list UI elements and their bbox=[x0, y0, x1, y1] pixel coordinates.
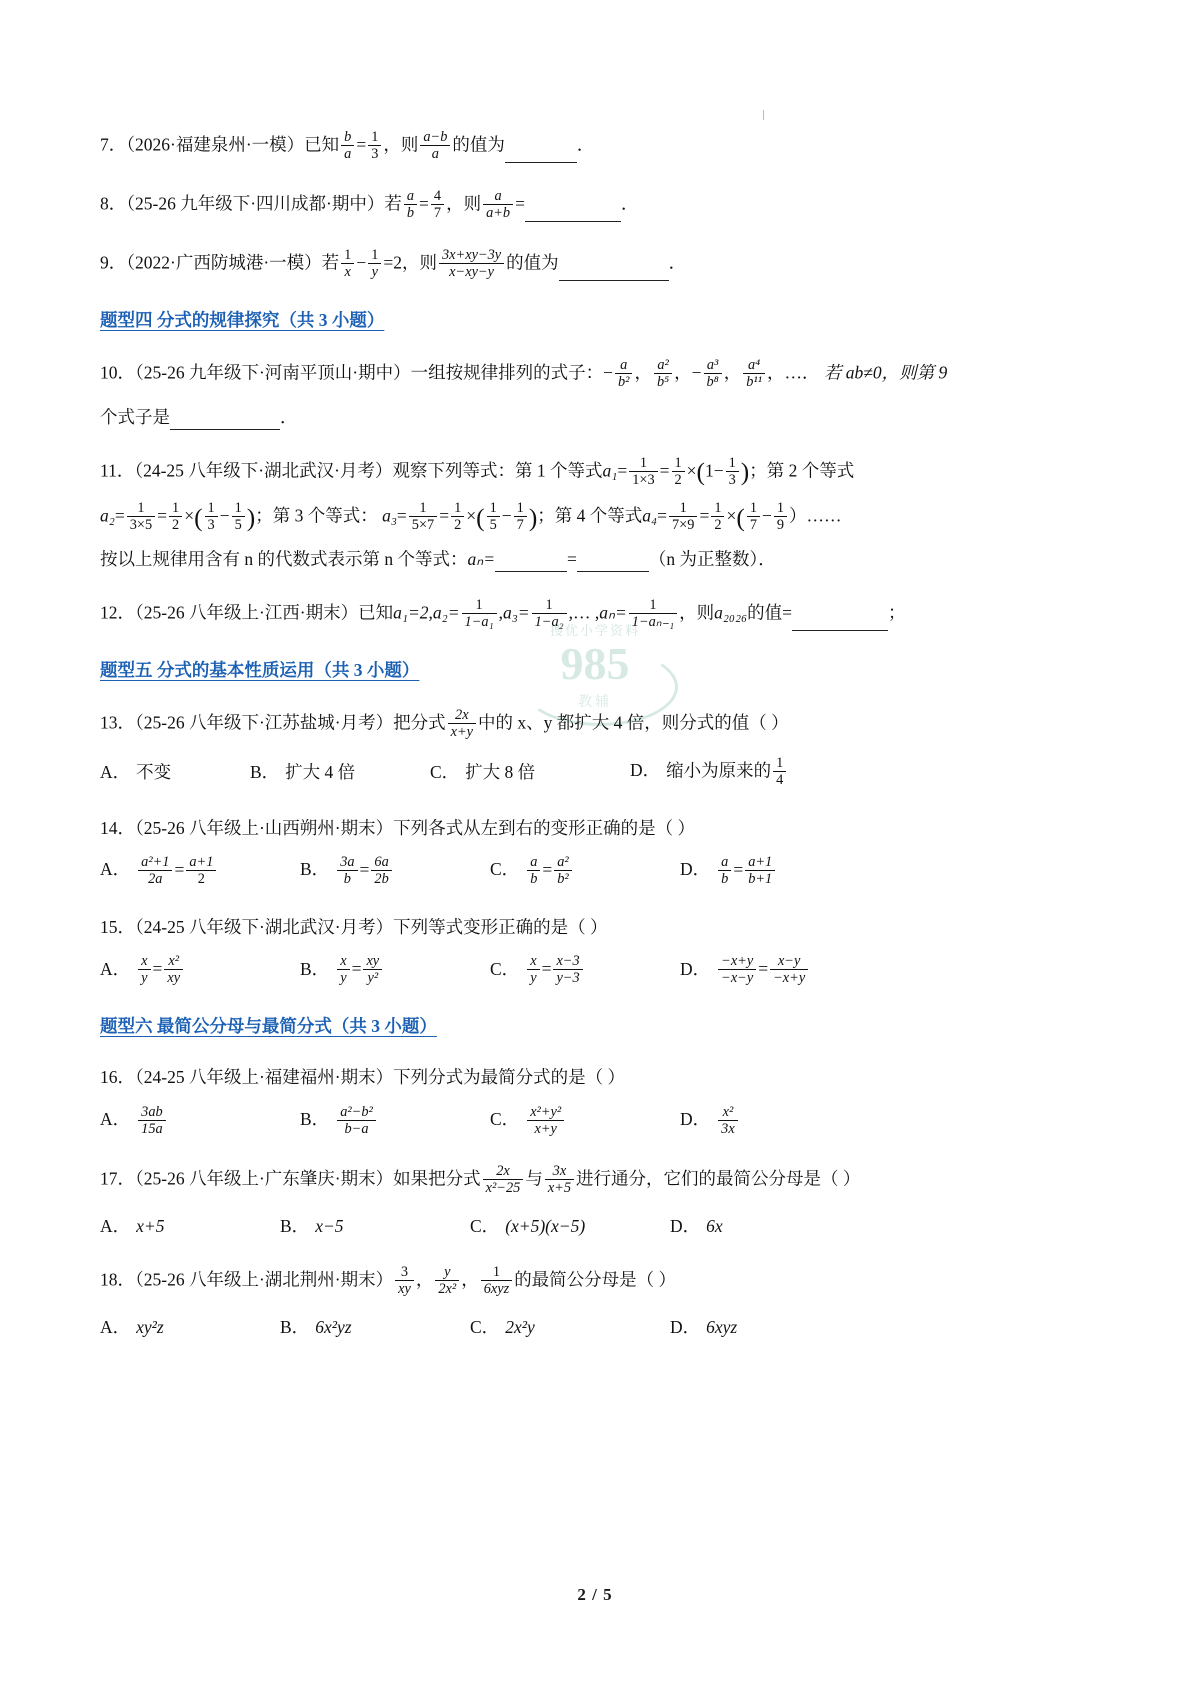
q12-a2026: a₂₀₂₆ bbox=[714, 602, 748, 623]
q14-option-d[interactable]: D． $\frac{a}{b}$ = $\frac{a+1}{b+1}$ bbox=[680, 855, 777, 888]
q18-number: 18． bbox=[100, 1269, 135, 1290]
q12-source: （25-26 八年级上·江西·期末） bbox=[135, 602, 359, 623]
question-16 bbox=[100, 1064, 1090, 1137]
q16-stem-line bbox=[100, 1064, 1090, 1090]
q11-a2-fraction-3: $\frac{1}{3}$ bbox=[205, 500, 218, 533]
question-13 bbox=[100, 708, 1090, 788]
watermark-top-text: 搜优小学资料 bbox=[549, 623, 640, 638]
q7-stem: 已知 bbox=[304, 134, 340, 155]
q11-stem: 观察下列等式：第 1 个等式 bbox=[392, 460, 603, 481]
q9-number: 9． bbox=[100, 252, 127, 273]
q9-fraction-2: $\frac{1}{y}$ bbox=[368, 247, 381, 280]
q12-answer-blank[interactable] bbox=[792, 630, 888, 631]
q11-a1-fraction-2: $\frac{1}{2}$ bbox=[672, 455, 685, 488]
q17-fraction-1: $\frac{2x}{\text{x²−25}}$ bbox=[483, 1163, 524, 1196]
q11-line-2 bbox=[100, 501, 1090, 534]
q11-a1-eq: = bbox=[617, 460, 628, 481]
section-heading-type-4: 题型四 分式的规律探究（共 3 小题） bbox=[100, 310, 385, 331]
q8-source: （25-26 九年级下·四川成都·期中） bbox=[126, 193, 385, 214]
q11-a4-paren-open: ( bbox=[736, 503, 745, 532]
q13-option-d-fraction: $\frac{1}{4}$ bbox=[773, 755, 786, 788]
q13-stem-b: 中的 x、y 都扩大 4 倍，则分式的值（ ） bbox=[478, 712, 789, 733]
q13-option-d[interactable]: D． 缩小为原来的 $\frac{1}{4}$ bbox=[630, 756, 788, 789]
q10-condition: 若 ab≠0，则第 9 bbox=[823, 362, 948, 383]
q9-minus: − bbox=[356, 252, 367, 273]
q11-a3-tail: ；第 4 个等式 bbox=[537, 505, 643, 526]
q17-source: （25-26 八年级上·广东肇庆·期末） bbox=[135, 1168, 394, 1189]
q9-source: （2022·广西防城港·一模） bbox=[126, 252, 322, 273]
q16-stem: 下列分式为最简分式的是（ ） bbox=[393, 1067, 625, 1088]
q11-a2-fraction-2: $\frac{1}{2}$ bbox=[169, 500, 182, 533]
q15-option-b[interactable]: B． $\frac{x}{y}$ = $\frac{xy}{\text{y²}}$ bbox=[300, 954, 490, 987]
q18-options bbox=[100, 1312, 1090, 1340]
q18-comma-2: ， bbox=[461, 1269, 479, 1290]
question-15 bbox=[100, 914, 1090, 987]
q7-fraction-2: $\frac{1}{3}$ bbox=[368, 129, 381, 162]
q11-a4-fraction-3: $\frac{1}{7}$ bbox=[747, 500, 760, 533]
q7-answer-blank[interactable] bbox=[505, 162, 577, 163]
q13-stem-line bbox=[100, 708, 1090, 741]
q14-stem: 下列各式从左到右的变形正确的是（ ） bbox=[393, 817, 695, 838]
q10-line-2 bbox=[100, 404, 1090, 430]
q17-mid: 与 bbox=[525, 1168, 543, 1189]
q18-comma-1: ， bbox=[415, 1269, 434, 1290]
q10-period: ． bbox=[280, 406, 298, 427]
q11-line3-eq: = bbox=[567, 549, 577, 569]
q11-a1-times: × bbox=[686, 460, 697, 481]
section-heading-type-6: 题型六 最简公分母与最简分式（共 3 小题） bbox=[100, 1016, 437, 1037]
q15-number: 15． bbox=[100, 917, 135, 937]
q8-fraction-1: $\frac{a}{b}$ bbox=[404, 188, 417, 221]
q11-a3-eq2: = bbox=[439, 505, 450, 526]
q11-a4-minus: − bbox=[761, 505, 772, 526]
q12-fraction-3: $\frac{1}{\text{1−aₙ₋₁}}$ bbox=[629, 597, 677, 630]
watermark-big-text: 985 bbox=[560, 638, 630, 689]
q10-ellipsis: ，…． bbox=[766, 362, 820, 383]
q8-stem: 若 bbox=[384, 193, 402, 214]
q11-a3-fraction-3: $\frac{1}{5}$ bbox=[487, 500, 500, 533]
q16-option-d[interactable]: D． $\frac{\text{x²}}{3x}$ bbox=[680, 1105, 740, 1138]
q7-equals-1: = bbox=[356, 134, 367, 155]
q10-source: （25-26 九年级下·河南平顶山·期中） bbox=[135, 362, 411, 383]
q10-number: 10． bbox=[100, 362, 135, 383]
q17-fraction-2: $\frac{3x}{x+5}$ bbox=[545, 1163, 574, 1196]
page-footer: 2 / 5 bbox=[577, 1585, 613, 1604]
q11-a1-paren-close: ) bbox=[740, 458, 750, 487]
q10-answer-blank[interactable] bbox=[170, 429, 280, 430]
q7-mid: ，则 bbox=[383, 134, 419, 155]
q11-a1-paren-open: ( bbox=[696, 458, 705, 487]
q11-a1-fraction-1: $\frac{1}{1\times 3}$ bbox=[629, 455, 657, 488]
q18-fraction-1: $\frac{3}{xy}$ bbox=[395, 1264, 414, 1297]
q13-option-a[interactable]: A． 不变 bbox=[100, 761, 172, 782]
q11-a4-eq2: = bbox=[699, 505, 710, 526]
q11-a3-paren-open: ( bbox=[476, 503, 485, 532]
q11-a2-fraction-4: $\frac{1}{5}$ bbox=[232, 500, 245, 533]
q17-number: 17． bbox=[100, 1168, 135, 1189]
q11-a1-tail: ；第 2 个等式 bbox=[749, 460, 855, 481]
q10-term-4: $\frac{\text{a⁴}}{\text{b¹¹}}$ bbox=[743, 357, 765, 390]
q11-a4-fraction-2: $\frac{1}{2}$ bbox=[711, 500, 724, 533]
q12-number: 12． bbox=[100, 602, 135, 623]
q13-option-b[interactable]: B． 扩大 4 倍 bbox=[250, 761, 356, 782]
q11-a2-paren-close: ) bbox=[246, 503, 256, 532]
q9-fraction-1: $\frac{1}{x}$ bbox=[341, 247, 354, 280]
q10-term1-sign: − bbox=[603, 362, 613, 383]
q12-tail: 的值= bbox=[747, 602, 793, 623]
question-8: 8．（25-26 九年级下·四川成都·期中）若 $\frac{a}{b}$ = $\frac{4}{7}$ ，则 $\frac{a}{a+b}$ = ． bbox=[100, 188, 639, 222]
question-9: 9．（2022·广西防城港·一模）若 $\frac{1}{x}$ − $\frac{1}{y}$ =2，则 $\frac{3x+xy-3y}{x-xy-y}$ 的值为 ． bbox=[100, 247, 687, 281]
q8-mid: ，则 bbox=[446, 193, 482, 214]
q11-a4-times: × bbox=[726, 505, 737, 526]
q13-source: （25-26 八年级下·江苏盐城·月考） bbox=[135, 712, 394, 733]
q18-stem-b: 的最简公分母是（ ） bbox=[514, 1269, 677, 1290]
q16-source: （24-25 八年级上·福建福州·期末） bbox=[135, 1067, 394, 1088]
q9-fraction-3: $\frac{3x+xy-3y}{x-xy-y}$ bbox=[439, 247, 504, 280]
q13-options bbox=[100, 756, 1090, 789]
q15-option-a[interactable]: A． $\frac{x}{y}$ = $\frac{\text{x²}}{xy}$ bbox=[100, 954, 300, 987]
q16-number: 16． bbox=[100, 1067, 135, 1088]
q14-option-a[interactable]: A． $\frac{\text{a²+1}}{2a}$ = $\frac{a+1}{2}$ bbox=[100, 855, 300, 888]
q12-stem: 已知 bbox=[358, 602, 394, 623]
q11-a1-eq2: = bbox=[659, 460, 670, 481]
q11-a4-tail: ）…… bbox=[789, 505, 842, 526]
page-tick-mark bbox=[763, 110, 764, 120]
q16-options bbox=[100, 1105, 1090, 1138]
q11-a3-fraction-2: $\frac{1}{2}$ bbox=[451, 500, 464, 533]
q8-fraction-3: $\frac{a}{a+b}$ bbox=[483, 188, 513, 221]
q17-option-c[interactable]: C． (x+5)(x−5) bbox=[470, 1215, 586, 1236]
q17-option-d[interactable]: D． 6x bbox=[670, 1215, 723, 1236]
q13-stem-a: 把分式 bbox=[393, 712, 446, 733]
section-heading-type-5: 题型五 分式的基本性质运用（共 3 小题） bbox=[100, 660, 420, 681]
q9-stem: 若 bbox=[321, 252, 340, 273]
q13-number: 13． bbox=[100, 712, 135, 733]
q14-option-b[interactable]: B． $\frac{3a}{b}$ = $\frac{6a}{2b}$ bbox=[300, 855, 490, 888]
q17-stem-a: 如果把分式 bbox=[393, 1168, 481, 1189]
q16-option-b[interactable]: B． $\frac{\text{a²−b²}}{b-a}$ bbox=[300, 1105, 490, 1138]
q11-a2-times: × bbox=[184, 505, 195, 526]
q9-tail: 的值为 bbox=[506, 252, 559, 273]
q17-option-a[interactable]: A． x+5 bbox=[100, 1215, 165, 1236]
q12-a1: a₁=2, bbox=[393, 602, 433, 623]
q12-semicolon: ； bbox=[888, 602, 906, 623]
q11-answer-blank-1[interactable] bbox=[495, 571, 567, 572]
q7-fraction-3: $\frac{a-b}{a}$ bbox=[420, 129, 450, 162]
q13-fraction: $\frac{2x}{x+y}$ bbox=[448, 707, 476, 740]
question-12 bbox=[100, 598, 1090, 631]
q17-stem-line bbox=[100, 1164, 1090, 1197]
q11-a2-minus: − bbox=[219, 505, 230, 526]
q12-fraction-1: $\frac{1}{\text{1−a₁}}$ bbox=[462, 597, 497, 630]
q10-term3-sign: − bbox=[691, 362, 702, 383]
q18-option-d[interactable]: D． 6xyz bbox=[670, 1316, 738, 1337]
q11-a1-fraction-3: $\frac{1}{3}$ bbox=[726, 455, 739, 488]
q11-a2-tail: ；第 3 个等式： bbox=[255, 505, 378, 526]
q15-stem-line bbox=[100, 914, 1090, 940]
q11-a4-label: a₄ bbox=[642, 505, 658, 526]
q8-equals-1: = bbox=[419, 193, 429, 214]
q18-option-b[interactable]: B． 6x²yz bbox=[280, 1316, 352, 1337]
q7-source: （2026·福建泉州·一模） bbox=[126, 134, 305, 155]
q12-a3: a₃= bbox=[502, 602, 530, 623]
q12-an: aₙ= bbox=[599, 602, 627, 623]
q10-line-1: 10．（25-26 九年级下·河南平顶山·期中）一组按规律排列的式子：− $\frac{a}{\text{b²}}$ ， $\frac{\text{a²}}{\text{b⁵}}$ ，− $\frac{\text{a³}}{\text{b⁸}}$ ， $\frac{\text{a⁴}}{\text{b¹¹}}$ ，…． 若 ab≠0，则第 9 bbox=[100, 357, 948, 391]
q18-stem-line bbox=[100, 1265, 1090, 1298]
q11-a3-paren-close: ) bbox=[528, 503, 538, 532]
q11-an-label: aₙ= bbox=[467, 549, 496, 569]
q11-line-1 bbox=[100, 456, 1090, 489]
q16-option-c[interactable]: C． $\frac{\text{x²+y²}}{x+y}$ bbox=[490, 1105, 680, 1138]
q11-a2-eq: = bbox=[114, 505, 125, 526]
q8-answer-blank[interactable] bbox=[525, 221, 621, 222]
q17-stem-b: 进行通分，它们的最简公分母是（ ） bbox=[576, 1168, 861, 1189]
q11-a3-eq: = bbox=[396, 505, 407, 526]
q17-option-b[interactable]: B． x−5 bbox=[280, 1215, 344, 1236]
q10-term-3: $\frac{\text{a³}}{\text{b⁸}}$ bbox=[704, 357, 722, 390]
q12-dots: ,… , bbox=[568, 602, 600, 623]
question-11 bbox=[100, 456, 1090, 573]
q11-a4-fraction-1: $\frac{1}{7\times 9}$ bbox=[669, 500, 697, 533]
q11-a4-fraction-4: $\frac{1}{9}$ bbox=[774, 500, 787, 533]
question-18 bbox=[100, 1265, 1090, 1340]
q7-fraction-1: $\frac{b}{a}$ bbox=[341, 129, 354, 162]
question-7: 7．（2026·福建泉州·一模）已知 $\frac{b}{a}$ = $\frac{1}{3}$ ，则 $\frac{a-b}{a}$ 的值为 ． bbox=[100, 129, 595, 163]
q11-a1-inner-left: 1− bbox=[705, 460, 724, 481]
question-10 bbox=[100, 358, 1090, 429]
q14-source: （25-26 八年级上·山西朔州·期末） bbox=[135, 817, 394, 838]
q15-source: （24-25 八年级下·湖北武汉·月考） bbox=[135, 917, 394, 937]
q18-fraction-2: $\frac{y}{\text{2x²}}$ bbox=[435, 1264, 459, 1297]
q10-term-2: $\frac{\text{a²}}{\text{b⁵}}$ bbox=[654, 357, 672, 390]
q9-equals: =2，则 bbox=[383, 252, 437, 273]
q15-option-d[interactable]: D． $\frac{-x+y}{-x-y}$ = $\frac{x-y}{-x+y}$ bbox=[680, 954, 810, 987]
q17-options bbox=[100, 1211, 1090, 1239]
q11-a3-fraction-1: $\frac{1}{5\times 7}$ bbox=[409, 500, 437, 533]
q13-option-c[interactable]: C． 扩大 8 倍 bbox=[430, 761, 536, 782]
q11-line3-text: 按以上规律用含有 n 的代数式表示第 n 个等式： bbox=[100, 549, 468, 569]
q11-a1-label: a₁ bbox=[602, 460, 618, 481]
q11-source: （24-25 八年级下·湖北武汉·月考） bbox=[134, 460, 393, 481]
q7-tail: 的值为 bbox=[452, 134, 505, 155]
q15-stem: 下列等式变形正确的是（ ） bbox=[393, 917, 608, 937]
q11-a4-eq: = bbox=[657, 505, 667, 526]
q10-line2-text: 个式子是 bbox=[100, 406, 170, 427]
q14-option-c[interactable]: C． $\frac{a}{b}$ = $\frac{\text{a²}}{\text{b²}}$ bbox=[490, 855, 680, 888]
q11-a3-times: × bbox=[466, 505, 477, 526]
q10-term-1: $\frac{a}{\text{b²}}$ bbox=[615, 357, 632, 390]
q9-answer-blank[interactable] bbox=[559, 280, 669, 281]
q18-fraction-3: $\frac{1}{\text{6xyz}}$ bbox=[481, 1264, 513, 1297]
q15-options bbox=[100, 954, 1090, 987]
q18-source: （25-26 八年级上·湖北荆州·期末） bbox=[135, 1269, 394, 1290]
q11-a2-label: a₂ bbox=[100, 505, 115, 526]
q14-options bbox=[100, 855, 1090, 888]
q18-option-a[interactable]: A． xy²z bbox=[100, 1316, 164, 1337]
q11-a3-fraction-4: $\frac{1}{7}$ bbox=[514, 500, 527, 533]
q10-stem: 一组按规律排列的式子： bbox=[410, 362, 604, 383]
q12-comma-1: , bbox=[498, 602, 503, 623]
q7-number: 7． bbox=[100, 134, 127, 155]
q11-a2-fraction-1: $\frac{1}{3\times 5}$ bbox=[127, 500, 155, 533]
q11-a3-label: a₃ bbox=[382, 505, 397, 526]
q16-option-a[interactable]: A． $\frac{3ab}{15a}$ bbox=[100, 1105, 300, 1138]
document-content bbox=[100, 130, 1090, 1366]
question-17 bbox=[100, 1164, 1090, 1239]
q11-number: 11． bbox=[100, 460, 135, 481]
q11-a3-minus: − bbox=[501, 505, 512, 526]
q11-a2-eq2: = bbox=[157, 505, 168, 526]
q15-option-c[interactable]: C． $\frac{x}{y}$ = $\frac{x-3}{y-3}$ bbox=[490, 954, 680, 987]
q8-fraction-2: $\frac{4}{7}$ bbox=[431, 188, 444, 221]
q11-a2-paren-open: ( bbox=[194, 503, 203, 532]
question-14 bbox=[100, 815, 1090, 888]
q11-line-3 bbox=[100, 546, 1090, 572]
q12-mid: ，则 bbox=[679, 602, 715, 623]
q18-option-c[interactable]: C． 2x²y bbox=[470, 1316, 535, 1337]
q14-number: 14． bbox=[100, 817, 135, 838]
q12-fraction-2: $\frac{1}{\text{1−a₂}}$ bbox=[532, 597, 567, 630]
q12-a2: a₂= bbox=[432, 602, 460, 623]
q8-number: 8． bbox=[100, 193, 127, 214]
q8-tail: = bbox=[515, 193, 525, 214]
q11-line3-tail: （n 为正整数）． bbox=[648, 549, 776, 569]
q11-answer-blank-2[interactable] bbox=[577, 571, 649, 572]
watermark-sub-text: 教辅 bbox=[578, 693, 612, 709]
q14-stem-line bbox=[100, 815, 1090, 841]
